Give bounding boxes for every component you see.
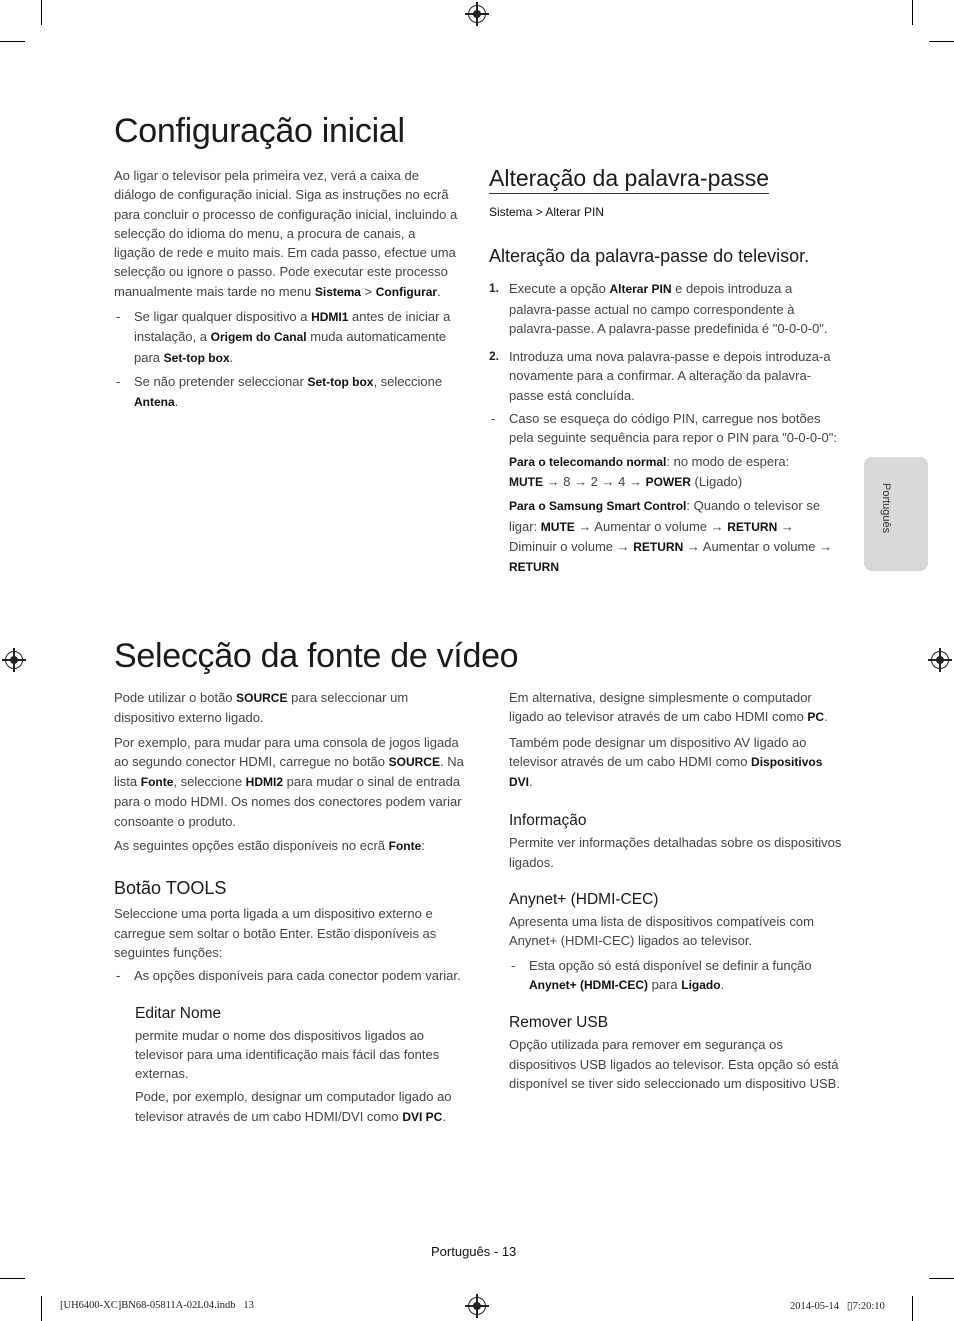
remote-instructions: Para o telecomando normal: no modo de espera: MUTE → 8 → 2 → 4 → POWER (Ligado)	[509, 453, 790, 489]
list-item: - Se ligar qualquer dispositivo a HDMI1 antes de iniciar a instalação, a Origem do Canal muda automaticamente para Set-top box.	[116, 309, 451, 365]
crop-mark	[929, 41, 954, 42]
subsection-heading: Alteração da palavra-passe do televisor.	[489, 246, 810, 267]
option-heading: Editar Nome	[135, 1004, 222, 1022]
file-info: [UH6400-XC]BN68-05811A-02L04.indb 13	[60, 1300, 254, 1311]
right-column	[509, 688, 844, 1093]
list-item: - Esta opção só está disponível se definir a função Anynet+ (HDMI-CEC) para Ligado.	[511, 957, 812, 992]
intro-column	[114, 166, 459, 413]
list-item: - Se não pretender seleccionar Set-top box, seleccione Antena.	[116, 373, 443, 410]
crop-mark	[41, 0, 42, 25]
left-column	[114, 688, 464, 1127]
crop-mark	[912, 1296, 913, 1321]
paragraph: Apresenta uma lista de dispositivos compatíveis com Anynet+ (HDMI-CEC) ligados ao televisor.	[509, 914, 814, 949]
note: - Caso se esqueça do código PIN, carregue nos botões pela seguinte sequência para repor o PIN para "0-0-0-0":	[491, 411, 837, 446]
paragraph: Por exemplo, para mudar para uma consola de jogos ligada ao segundo conector HDMI, carregue no botão SOURCE. Na lista Fonte, seleccione HDMI2 para mudar o sinal de entrada para o modo HDMI. Os nomes dos conectores podem variar consoante o produto.	[114, 734, 464, 829]
list-item: 1. Execute a opção Alterar PIN e depois introduza a palavra-passe actual no campo correspondente à palavra-passe. A palavra-passe predefinida é "0-0-0-0".	[489, 281, 828, 336]
smart-control-instructions: Para o Samsung Smart Control: Quando o televisor se ligar: MUTE → Aumentar o volume → RETURN → Diminuir o volume → RETURN → Aumentar o volume → RETURN	[509, 498, 833, 575]
page-number: Português - 13	[431, 1244, 517, 1259]
paragraph: Permite ver informações detalhadas sobre os dispositivos ligados.	[509, 835, 842, 870]
registration-mark-icon	[5, 651, 23, 669]
paragraph: As seguintes opções estão disponíveis no ecrã Fonte:	[114, 838, 425, 854]
crop-mark	[0, 1278, 25, 1279]
section-heading: Alteração da palavra-passe	[489, 163, 769, 194]
registration-mark-icon	[468, 5, 486, 23]
breadcrumb: Sistema > Alterar PIN	[489, 205, 605, 219]
subsection-heading: Botão TOOLS	[114, 878, 227, 899]
option-heading: Remover USB	[509, 1014, 609, 1032]
paragraph: Em alternativa, designe simplesmente o computador ligado ao televisor através de um cabo HDMI como PC.	[509, 690, 828, 725]
registration-mark-icon	[931, 651, 949, 669]
password-section	[489, 163, 841, 577]
paragraph: Opção utilizada para remover em segurança os dispositivos USB ligados ao televisor. Esta opção só está disponível se tiver sido seleccionado um dispositivo USB.	[509, 1037, 840, 1091]
list-item: 2. Introduza uma nova palavra-passe e depois introduza-a novamente para a confirmar. A alteração da palavra-passe está concluída.	[489, 349, 831, 403]
registration-mark-icon	[468, 1297, 486, 1315]
paragraph: Seleccione uma porta ligada a um dispositivo externo e carregue sem soltar o botão Enter. Estão disponíveis as seguintes funções:	[114, 906, 437, 960]
option-heading: Anynet+ (HDMI-CEC)	[509, 891, 659, 909]
print-date: 2014-05-14 ▯7:20:10	[790, 1301, 885, 1312]
crop-mark	[0, 41, 25, 42]
section-title: Selecção da fonte de vídeo	[114, 637, 519, 675]
paragraph: Pode utilizar o botão SOURCE para seleccionar um dispositivo externo ligado.	[114, 690, 409, 726]
list-item: - As opções disponíveis para cada conector podem variar.	[116, 968, 461, 984]
option-heading: Informação	[509, 812, 587, 830]
crop-mark	[912, 0, 913, 25]
paragraph: Também pode designar um dispositivo AV ligado ao televisor através de um cabo HDMI como Dispositivos DVI.	[509, 734, 823, 790]
page-title: Configuração inicial	[114, 112, 405, 150]
paragraph: Pode, por exemplo, designar um computador ligado ao televisor através de um cabo HDMI/DVI como DVI PC.	[135, 1089, 452, 1124]
intro-paragraph: Ao ligar o televisor pela primeira vez, verá a caixa de diálogo de configuração inicial. Siga as instruções no ecrã para concluir o processo de configuração inicial, incluindo a selecção do idioma do menu, a procura de canais, a ligação de rede e muito mais. Em cada passo, efectue uma selecção ou ignore o passo. Pode executar este processo manualmente mais tarde no menu Sistema > Configurar.	[114, 168, 458, 299]
crop-mark	[929, 1278, 954, 1279]
paragraph: permite mudar o nome dos dispositivos ligados ao televisor para uma identificação mais fácil das fontes externas.	[135, 1027, 440, 1082]
language-tab: Português	[864, 457, 928, 571]
crop-mark	[41, 1296, 42, 1321]
